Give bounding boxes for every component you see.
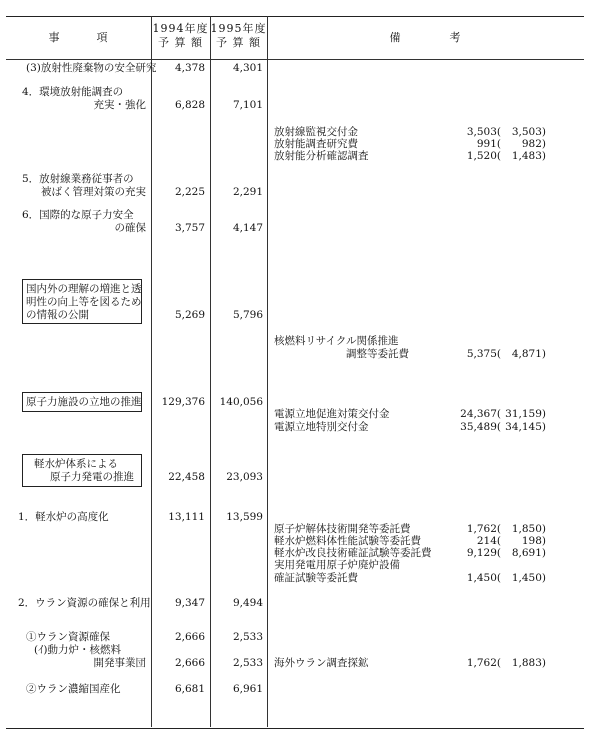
section-heading: 原子力施設の立地の推進: [26, 396, 142, 408]
row-label: の確保: [114, 222, 146, 234]
value-1994: 2,225: [174, 186, 205, 198]
note-label: 電源立地促進対策交付金: [274, 408, 390, 420]
value-1994: 22,458: [168, 471, 205, 483]
note-label: 軽水炉燃料体性能試験等委託費: [274, 535, 421, 547]
note-label: 放射線監視交付金: [274, 126, 358, 138]
note-label: 放射能分析確認調査: [274, 150, 369, 162]
row-label: 開発事業団: [93, 657, 146, 669]
note-label: 調整等委託費: [346, 348, 409, 360]
value-1995: 9,494: [232, 597, 263, 609]
row-label: 6．国際的な原子力安全: [22, 209, 134, 221]
row-label: 1．軽水炉の高度化: [18, 511, 109, 523]
note-label: 海外ウラン調査探鉱: [274, 657, 369, 669]
note-label: 確証試験等委託費: [274, 572, 358, 584]
value-1994: 6,681: [174, 683, 205, 695]
note-amount-1995: 5,375(: [466, 348, 501, 360]
value-1995: 4,147: [232, 222, 263, 234]
budget-table: [6, 16, 584, 729]
row-label: 4．環境放射能調査の: [22, 86, 124, 98]
row-label: 5．放射線業務従事者の: [22, 173, 134, 185]
row-label: ②ウラン濃縮国産化: [26, 683, 121, 695]
value-1994: 9,347: [174, 597, 205, 609]
note-amount-1995: 9,129(: [466, 547, 501, 559]
value-1995: 140,056: [219, 396, 263, 408]
row-label: (ｲ)動力炉・核燃料: [34, 644, 121, 656]
row-label: 2．ウラン資源の確保と利用: [18, 597, 151, 609]
row-label: 充実・強化: [93, 99, 146, 111]
header-1995-year: 1995年度: [210, 22, 267, 35]
header-1994-year: 1994年度: [152, 22, 209, 35]
note-amount-1994: 982): [521, 138, 546, 150]
value-1994: 6,828: [174, 99, 205, 111]
value-1995: 13,599: [226, 511, 263, 523]
value-1994: 3,757: [174, 222, 205, 234]
section-heading: 明性の向上等を図るため: [26, 296, 142, 308]
header-1995-budget: 予 算 額: [216, 36, 261, 49]
note-amount-1994: 1,450): [511, 572, 546, 584]
note-label: 核燃料リサイクル関係推進: [274, 335, 399, 347]
value-1994: 4,378: [174, 62, 205, 74]
value-1995: 2,533: [232, 631, 263, 643]
note-label: 実用発電用原子炉廃炉設備: [274, 559, 400, 571]
note-amount-1995: 1,450(: [466, 572, 501, 584]
note-label: 電源立地特別交付金: [274, 421, 369, 433]
note-amount-1995: 214(: [476, 535, 501, 547]
column-divider-3: [267, 16, 268, 727]
header-remarks: 備 考: [389, 31, 462, 44]
note-amount-1994: 1,483): [511, 150, 546, 162]
section-heading: 軽水炉体系による: [34, 458, 118, 470]
header-divider: [6, 59, 584, 60]
note-amount-1994: 34,145): [505, 421, 546, 433]
column-divider-2: [210, 16, 211, 727]
note-amount-1994: 4,871): [511, 348, 546, 360]
header-1994-budget: 予 算 額: [158, 36, 203, 49]
section-heading: 原子力発電の推進: [50, 471, 134, 483]
row-label: 被ばく管理対策の充実: [41, 186, 146, 198]
note-amount-1994: 198): [521, 535, 546, 547]
row-label: ①ウラン資源確保: [26, 631, 110, 643]
note-amount-1995: 1,762(: [466, 523, 501, 535]
note-label: 原子炉解体技術開発等委託費: [274, 523, 411, 535]
note-amount-1994: 1,850): [511, 523, 546, 535]
value-1994: 2,666: [174, 657, 205, 669]
note-amount-1994: 3,503): [511, 126, 546, 138]
note-amount-1995: 1,520(: [466, 150, 501, 162]
value-1994: 129,376: [161, 396, 205, 408]
note-label: 軽水炉改良技術確証試験等委託費: [274, 547, 432, 559]
value-1995: 5,796: [232, 309, 263, 321]
value-1994: 5,269: [174, 309, 205, 321]
row-label: (3)放射性廃棄物の安全研究: [26, 62, 157, 74]
value-1994: 2,666: [174, 631, 205, 643]
value-1995: 23,093: [226, 471, 263, 483]
note-amount-1994: 8,691): [511, 547, 546, 559]
value-1995: 6,961: [232, 683, 263, 695]
note-amount-1994: 31,159): [505, 408, 546, 420]
header-item: 事 項: [48, 31, 109, 44]
note-amount-1995: 24,367(: [460, 408, 501, 420]
value-1995: 2,533: [232, 657, 263, 669]
section-heading: 国内外の理解の増進と透: [26, 283, 142, 295]
value-1995: 4,301: [232, 62, 263, 74]
value-1995: 7,101: [232, 99, 263, 111]
note-amount-1995: 1,762(: [466, 657, 501, 669]
note-amount-1995: 35,489(: [460, 421, 501, 433]
note-amount-1994: 1,883): [511, 657, 546, 669]
value-1995: 2,291: [232, 186, 263, 198]
note-amount-1995: 3,503(: [466, 126, 501, 138]
note-amount-1995: 991(: [476, 138, 501, 150]
value-1994: 13,111: [168, 511, 205, 523]
column-divider-1: [151, 16, 152, 727]
note-label: 放射能調査研究費: [274, 138, 358, 150]
section-heading: の情報の公開: [26, 309, 89, 321]
